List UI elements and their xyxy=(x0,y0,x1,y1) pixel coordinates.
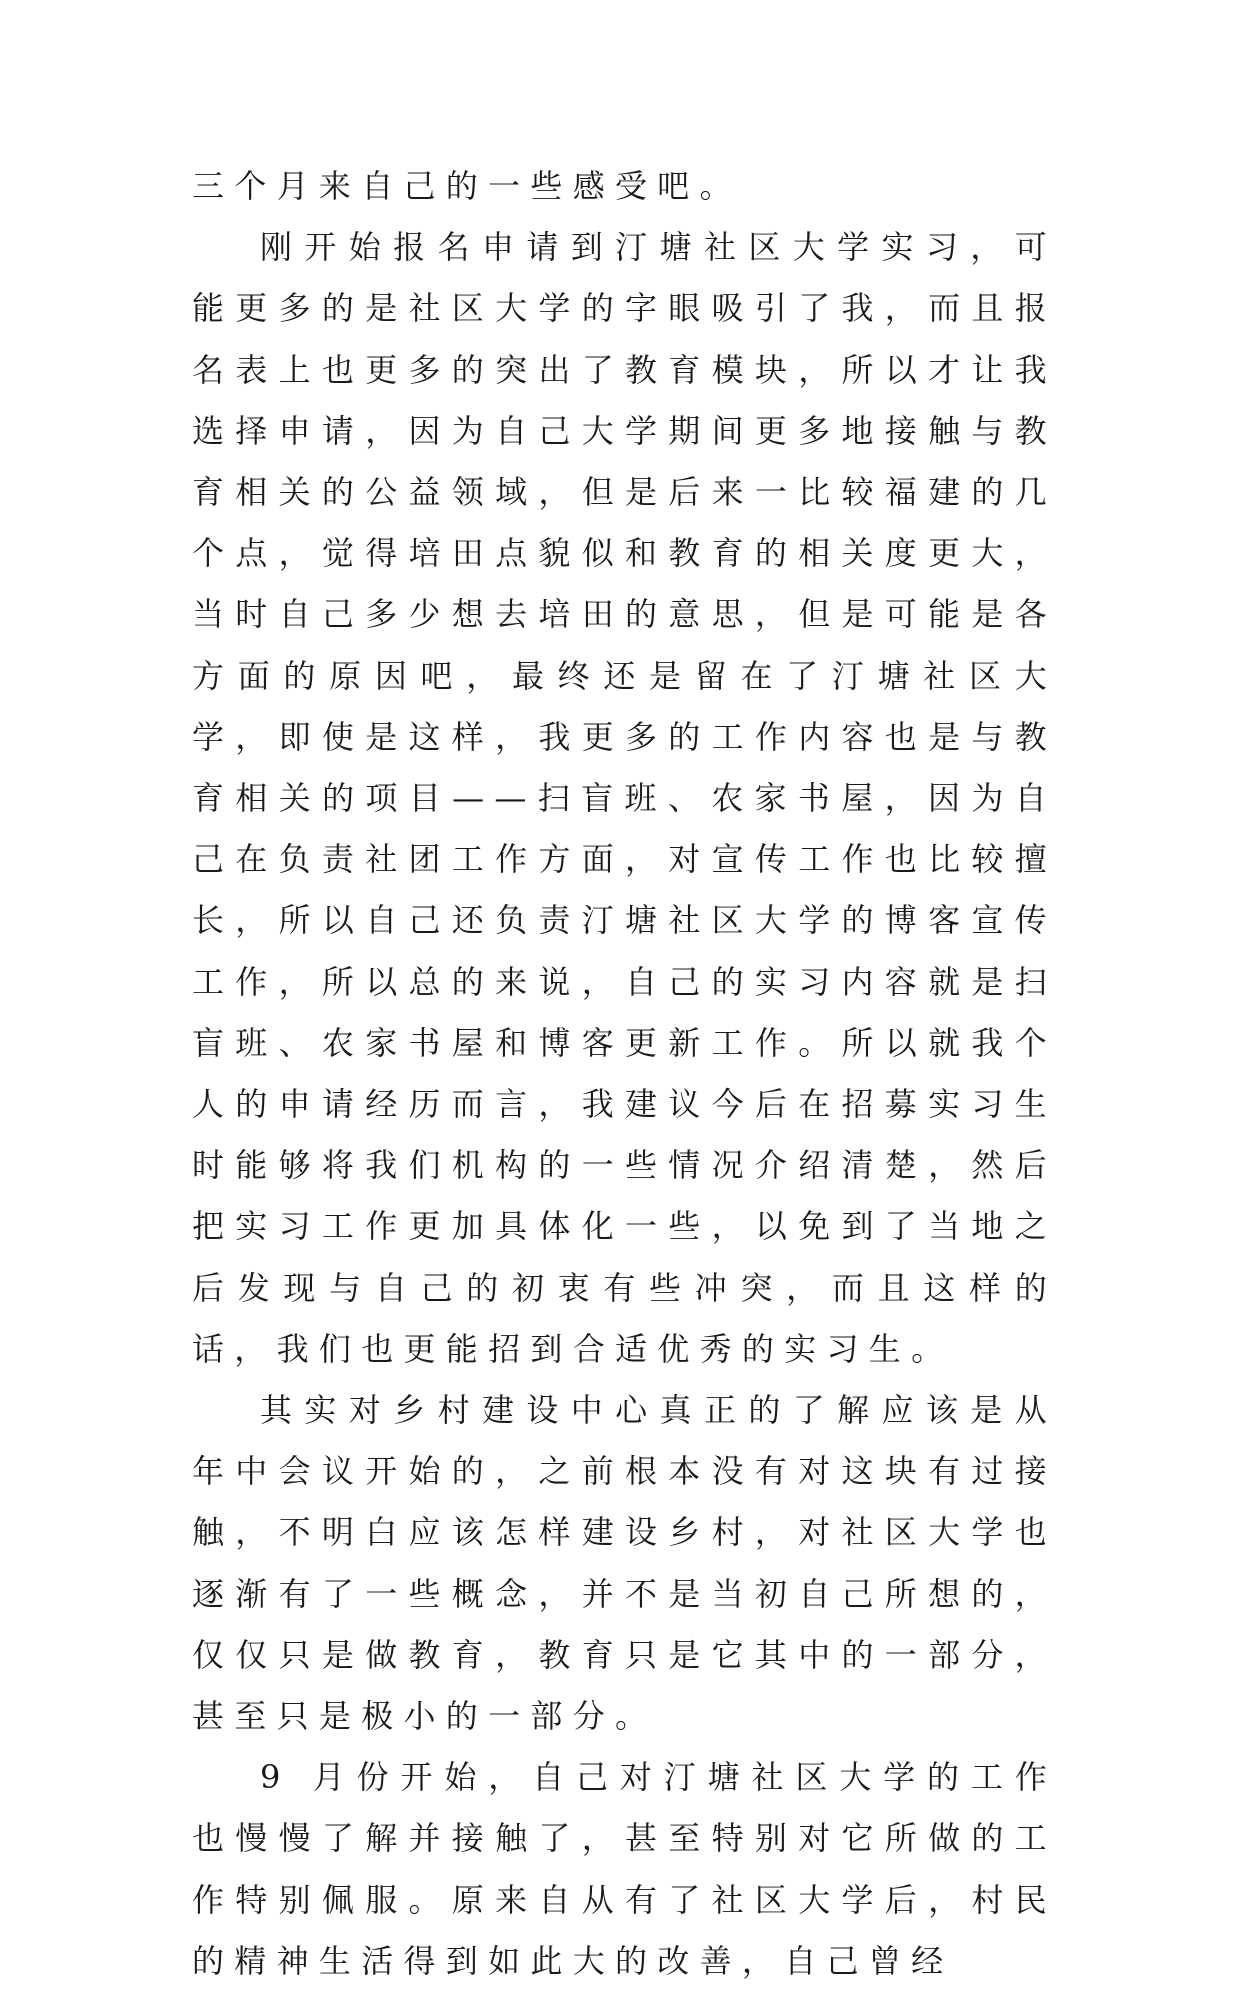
paragraph-4: 9 月份开始，自己对汀塘社区大学的工作也慢慢了解并接触了，甚至特别对它所做的工作特别佩服。原来自从有了社区大学后，村民的精神生活得到如此大的改善，自己曾经 xyxy=(192,1758,1057,1980)
paragraph-2: 刚开始报名申请到汀塘社区大学实习，可能更多的是社区大学的字眼吸引了我，而且报名表上也更多的突出了教育模块，所以才让我选择申请，因为自己大学期间更多地接触与教育相关的公益领域，但是后来一比较福建的几个点，觉得培田点貌似和教育的相关度更大，当时自己多少想去培田的意思，但是可能是各方面的原因吧，最终还是留在了汀塘社区大学，即使是这样，我更多的工作内容也是与教育相关的项目——扫盲班、农家书屋，因为自己在负责社团工作方面，对宣传工作也比较擅长，所以自己还负责汀塘社区大学的博客宣传工作，所以总的来说，自己的实习内容就是扫盲班、农家书屋和博客更新工作。所以就我个人的申请经历而言，我建议今后在招募实习生时能够将我们机构的一些情况介绍清楚，然后把实习工作更加具体化一些，以免到了当地之后发现与自己的初衷有些冲突，而且这样的话，我们也更能招到合适优秀的实习生。 xyxy=(192,228,1057,1368)
paragraph-1: 三个月来自己的一些感受吧。 xyxy=(192,167,742,205)
document-body xyxy=(192,156,1057,1992)
paragraph-3: 其实对乡村建设中心真正的了解应该是从年中会议开始的，之前根本没有对这块有过接触，不明白应该怎样建设乡村，对社区大学也逐渐有了一些概念，并不是当初自己所想的，仅仅只是做教育，教育只是它其中的一部分，甚至只是极小的一部分。 xyxy=(192,1391,1057,1736)
